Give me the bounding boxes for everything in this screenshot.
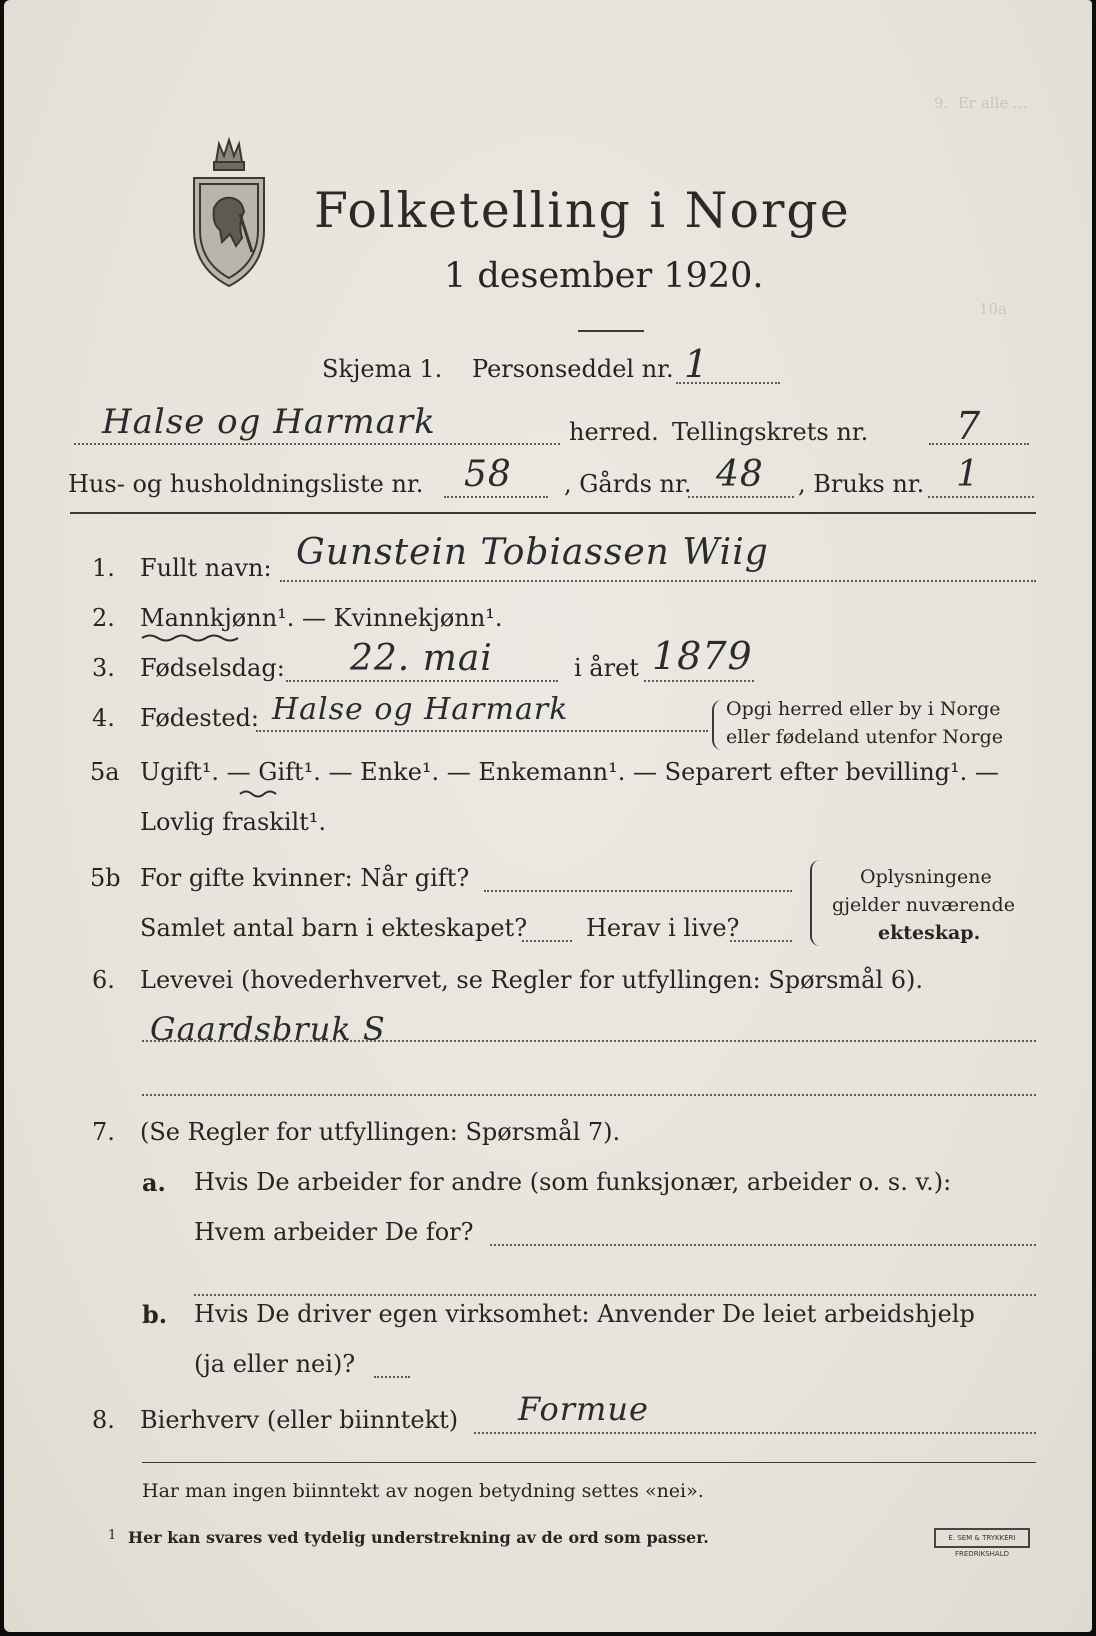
q7-number: 7. xyxy=(92,1118,115,1146)
q5a-label-line2: Lovlig fraskilt¹. xyxy=(140,808,327,836)
q5b-label: For gifte kvinner: Når gift? xyxy=(140,864,470,892)
q6-line-2 xyxy=(142,1094,1036,1096)
title-divider xyxy=(578,330,644,332)
personseddel-label: Personseddel nr. xyxy=(472,355,674,383)
q4-note-line2: eller fødeland utenfor Norge xyxy=(726,726,1003,748)
q5b-note-line2: gjelder nuværende xyxy=(832,894,1015,916)
skjema-label: Skjema 1. xyxy=(322,355,443,383)
q8-number: 8. xyxy=(92,1406,115,1434)
q3-number: 3. xyxy=(92,654,115,682)
q7-label: (Se Regler for utfyllingen: Spørsmål 7). xyxy=(140,1118,621,1146)
q7b-number: b. xyxy=(142,1300,168,1329)
personseddel-value: 1 xyxy=(684,342,710,386)
q4-line xyxy=(256,730,708,732)
footnote-mark: 1 xyxy=(108,1528,117,1543)
bruks-line xyxy=(928,496,1034,498)
hus-line xyxy=(444,496,548,498)
q7b-line xyxy=(374,1376,410,1378)
q4-value: Halse og Harmark xyxy=(272,692,569,727)
q5b-note-line1: Oplysningene xyxy=(860,866,992,888)
tellingskrets-value: 7 xyxy=(956,404,982,448)
q3-year-value: 1879 xyxy=(652,634,753,678)
q5b-children-label: Samlet antal barn i ekteskapet? xyxy=(140,914,528,942)
tellingskrets-label: Tellingskrets nr. xyxy=(672,418,869,446)
q8-value: Formue xyxy=(518,1390,649,1428)
q3-line xyxy=(286,680,558,682)
printer-stamp: E. SEM & TRYKKERI FREDRIKSHALD xyxy=(934,1528,1030,1548)
q4-note-line1: Opgi herred eller by i Norge xyxy=(726,698,1001,720)
bruks-value: 1 xyxy=(956,454,980,495)
bruks-label: , Bruks nr. xyxy=(798,470,925,498)
q5b-children-line xyxy=(522,940,572,942)
q6-number: 6. xyxy=(92,966,115,994)
q7a-line-1 xyxy=(490,1244,1036,1246)
q5a-number: 5a xyxy=(90,758,120,786)
q7b-label: Hvis De driver egen virksomhet: Anvender De leiet arbeidshjelp xyxy=(194,1300,975,1328)
q3-year-line xyxy=(644,680,754,682)
hus-label: Hus- og husholdningsliste nr. xyxy=(68,470,424,498)
mannkjonn-underline xyxy=(140,628,240,647)
census-form-sheet xyxy=(4,0,1092,1632)
q3-value: 22. mai xyxy=(350,638,493,679)
herred-value: Halse og Harmark xyxy=(102,402,436,442)
bleed-through-text: 9. Er alle ... xyxy=(934,94,1028,112)
q1-value: Gunstein Tobiassen Wiig xyxy=(296,532,769,573)
q6-label: Levevei (hovederhvervet, se Regler for utfyllingen: Spørsmål 6). xyxy=(140,966,924,994)
gards-value: 48 xyxy=(716,454,764,495)
q4-note-brace xyxy=(712,700,722,750)
q4-number: 4. xyxy=(92,704,115,732)
hus-value: 58 xyxy=(464,454,512,495)
q7a-number: a. xyxy=(142,1168,166,1197)
footnote-text: Her kan svares ved tydelig understrekning av de ord som passer. xyxy=(128,1528,709,1547)
herred-label: herred. xyxy=(569,418,659,446)
norwegian-coat-of-arms-icon xyxy=(186,134,272,294)
q7b-label-line2: (ja eller nei)? xyxy=(194,1350,356,1378)
q5b-married-line xyxy=(484,890,792,892)
q1-line xyxy=(280,580,1036,582)
bleed-through-text: 10a xyxy=(979,300,1008,318)
gift-underline xyxy=(238,784,278,803)
q5b-alive-line xyxy=(730,940,792,942)
herred-line xyxy=(74,443,560,445)
q3-label: Fødselsdag: xyxy=(140,654,285,682)
q2-number: 2. xyxy=(92,604,115,632)
header-divider xyxy=(70,512,1036,514)
q1-number: 1. xyxy=(92,554,115,582)
q7a-label: Hvis De arbeider for andre (som funksjonær, arbeider o. s. v.): xyxy=(194,1168,952,1196)
gards-label: , Gårds nr. xyxy=(564,470,692,498)
q5b-alive-label: Herav i live? xyxy=(586,914,740,942)
q5b-number: 5b xyxy=(90,864,121,892)
q6-line-1 xyxy=(142,1040,1036,1042)
q8-line xyxy=(474,1432,1036,1434)
q8-label: Bierhverv (eller biinntekt) xyxy=(140,1406,459,1434)
q5b-note-brace xyxy=(810,860,820,946)
q7a-line-2 xyxy=(194,1294,1036,1296)
q7a-label-line2: Hvem arbeider De for? xyxy=(194,1218,474,1246)
q1-label: Fullt navn: xyxy=(140,554,272,582)
q5a-label: Ugift¹. — Gift¹. — Enke¹. — Enkemann¹. — Separert efter bevilling¹. — xyxy=(140,758,999,786)
footer-divider xyxy=(142,1462,1036,1463)
page-title: Folketelling i Norge xyxy=(314,182,851,239)
q3-year-label: i året xyxy=(574,654,639,682)
q5b-note-line3: ekteskap. xyxy=(878,922,981,944)
gards-line xyxy=(688,496,794,498)
q2-label: Mannkjønn¹. — Kvinnekjønn¹. xyxy=(140,604,503,632)
q4-label: Fødested: xyxy=(140,704,259,732)
census-date: 1 desember 1920. xyxy=(444,256,764,296)
q6-value: Gaardsbruk S xyxy=(150,1010,386,1048)
footer-note: Har man ingen biinntekt av nogen betydning settes «nei». xyxy=(142,1480,704,1502)
